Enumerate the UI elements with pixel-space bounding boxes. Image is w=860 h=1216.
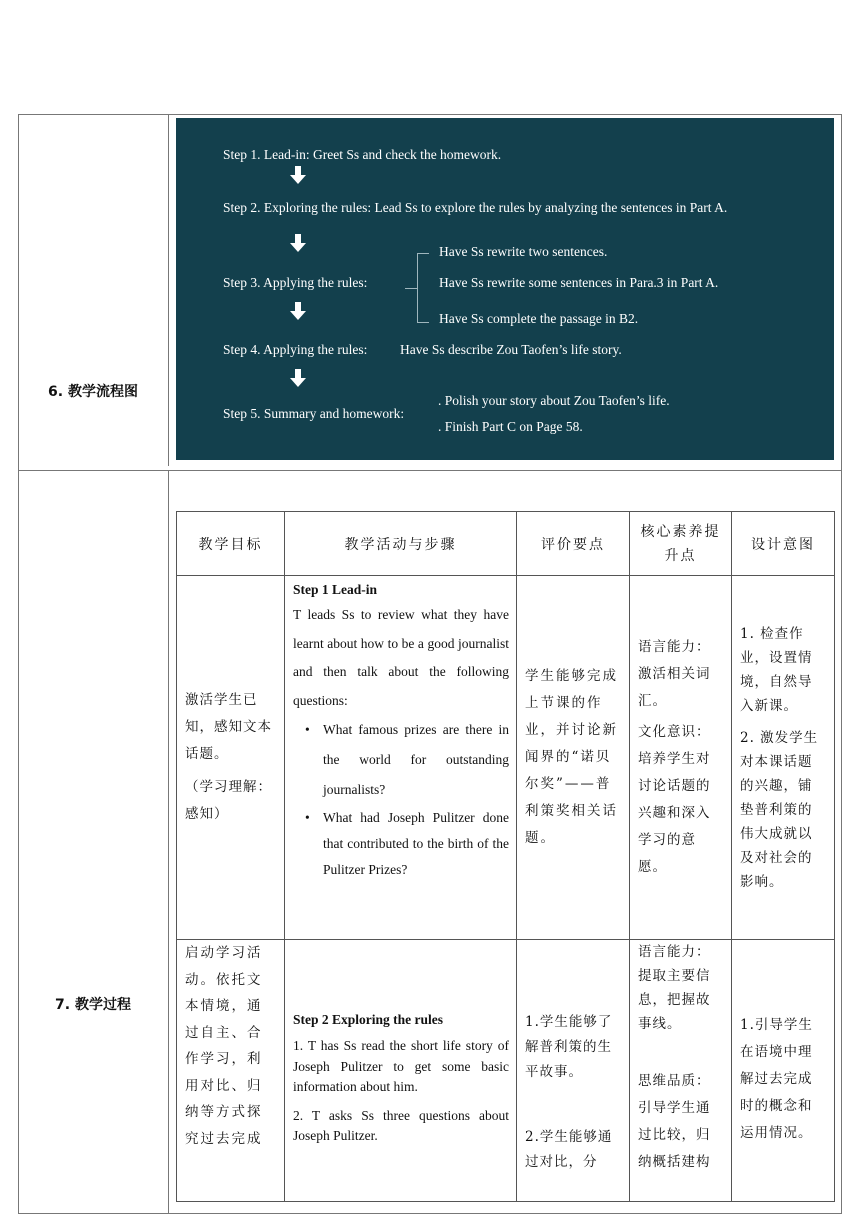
intent-item: 1. 检查作业，设置情境，自然导入新课。 [740,625,813,714]
evaluation-item: 2.学生能够通过对比，分 [525,1129,613,1170]
label-column-divider [168,114,169,466]
table-row [177,940,835,1202]
flow-step-3-item: Have Ss rewrite some sentences in Para.3 in Part A. [439,275,719,290]
activity-bullet: • What famous prizes are there in the world for outstanding journalists? [293,715,509,805]
down-arrow-icon [290,166,306,184]
intent-item: 2. 激发学生对本课话题的兴趣，铺垫普利策的伟大成就以及对社会的影响。 [740,729,819,890]
row-label-flowchart: 6. 教学流程图 [48,384,138,400]
header-evaluation: 评价要点 [517,512,630,576]
evaluation-cell [517,940,630,1202]
activity-item: 2. T asks Ss three questions about Joseph Pulitzer. [293,1107,509,1143]
flow-step-5-item: . Polish your story about Zou Taofen’s life. [438,393,670,408]
goal-cell: 启动学习活动。依托文本情境，通过自主、合作学习，利用对比、归纳等方式探究过去完成 [177,940,285,1202]
flow-step-4: Step 4. Applying the rules: [223,342,368,357]
activity-cell [285,576,517,940]
competency-culture: 文化意识：培养学生对讨论话题的兴趣和深入学习的意愿。 [638,724,711,875]
activity-bullet: • What had Joseph Pulitzer done that contributed to the birth of the Pulitzer Prizes? [293,805,509,883]
flow-step-3-item: Have Ss complete the passage in B2. [439,311,639,326]
teaching-flowchart [176,118,834,460]
competency-thinking: 思维品质：引导学生通过比较，归纳概括建构 [638,1073,711,1170]
down-arrow-icon [290,369,306,387]
down-arrow-icon [290,234,306,252]
intent-cell [732,576,835,940]
activity-text: T leads Ss to review what they have learnt about how to be a good journalist and then talk about the following questions: [293,607,509,708]
goal-text: 激活学生已知，感知文本话题。 [185,692,272,762]
step-3-bracket [417,253,429,323]
goal-note: （学习理解：感知） [185,779,272,822]
activity-item: 1. T has Ss read the short life story of Joseph Pulitzer to get some basic information about him. [293,1038,509,1094]
evaluation-cell: 学生能够完成上节课的作业，并讨论新闻界的“诺贝尔奖”——普利策奖相关话题。 [517,576,630,940]
step-3-bracket-stem [405,288,417,289]
competency-language: 语言能力：激活相关词汇。 [638,639,711,709]
header-intent: 设计意图 [732,512,835,576]
flow-step-4-item: Have Ss describe Zou Taofen’s life story. [400,342,622,357]
activity-cell [285,940,517,1202]
flow-step-1: Step 1. Lead-in: Greet Ss and check the homework. [223,147,502,162]
table-header-row [177,512,835,576]
flow-step-3: Step 3. Applying the rules: [223,275,368,290]
activity-title: Step 2 Exploring the rules [293,1012,444,1027]
competency-cell [630,940,732,1202]
competency-cell [630,576,732,940]
row-label-teaching-process: 7. 教学过程 [55,997,131,1013]
table-row [177,576,835,940]
header-activity: 教学活动与步骤 [285,512,517,576]
teaching-process-table [176,511,835,1202]
flow-step-2: Step 2. Exploring the rules: Lead Ss to explore the rules by analyzing the sentences in Part A. [223,200,728,215]
label-column-divider-lower [168,471,169,1214]
down-arrow-icon [290,302,306,320]
row-divider [18,470,842,471]
header-goal: 教学目标 [177,512,285,576]
competency-language: 语言能力：提取主要信息，把握故事线。 [638,944,711,1032]
header-competency: 核心素养提升点 [630,512,732,576]
evaluation-item: 1.学生能够了解普利策的生平故事。 [525,1014,613,1080]
flow-step-5: Step 5. Summary and homework: [223,406,405,421]
activity-title: Step 1 Lead-in [293,582,378,597]
goal-cell [177,576,285,940]
intent-cell: 1.引导学生在语境中理解过去完成时的概念和运用情况。 [732,940,835,1202]
flow-step-3-item: Have Ss rewrite two sentences. [439,244,608,259]
flow-step-5-item: . Finish Part C on Page 58. [438,419,583,434]
